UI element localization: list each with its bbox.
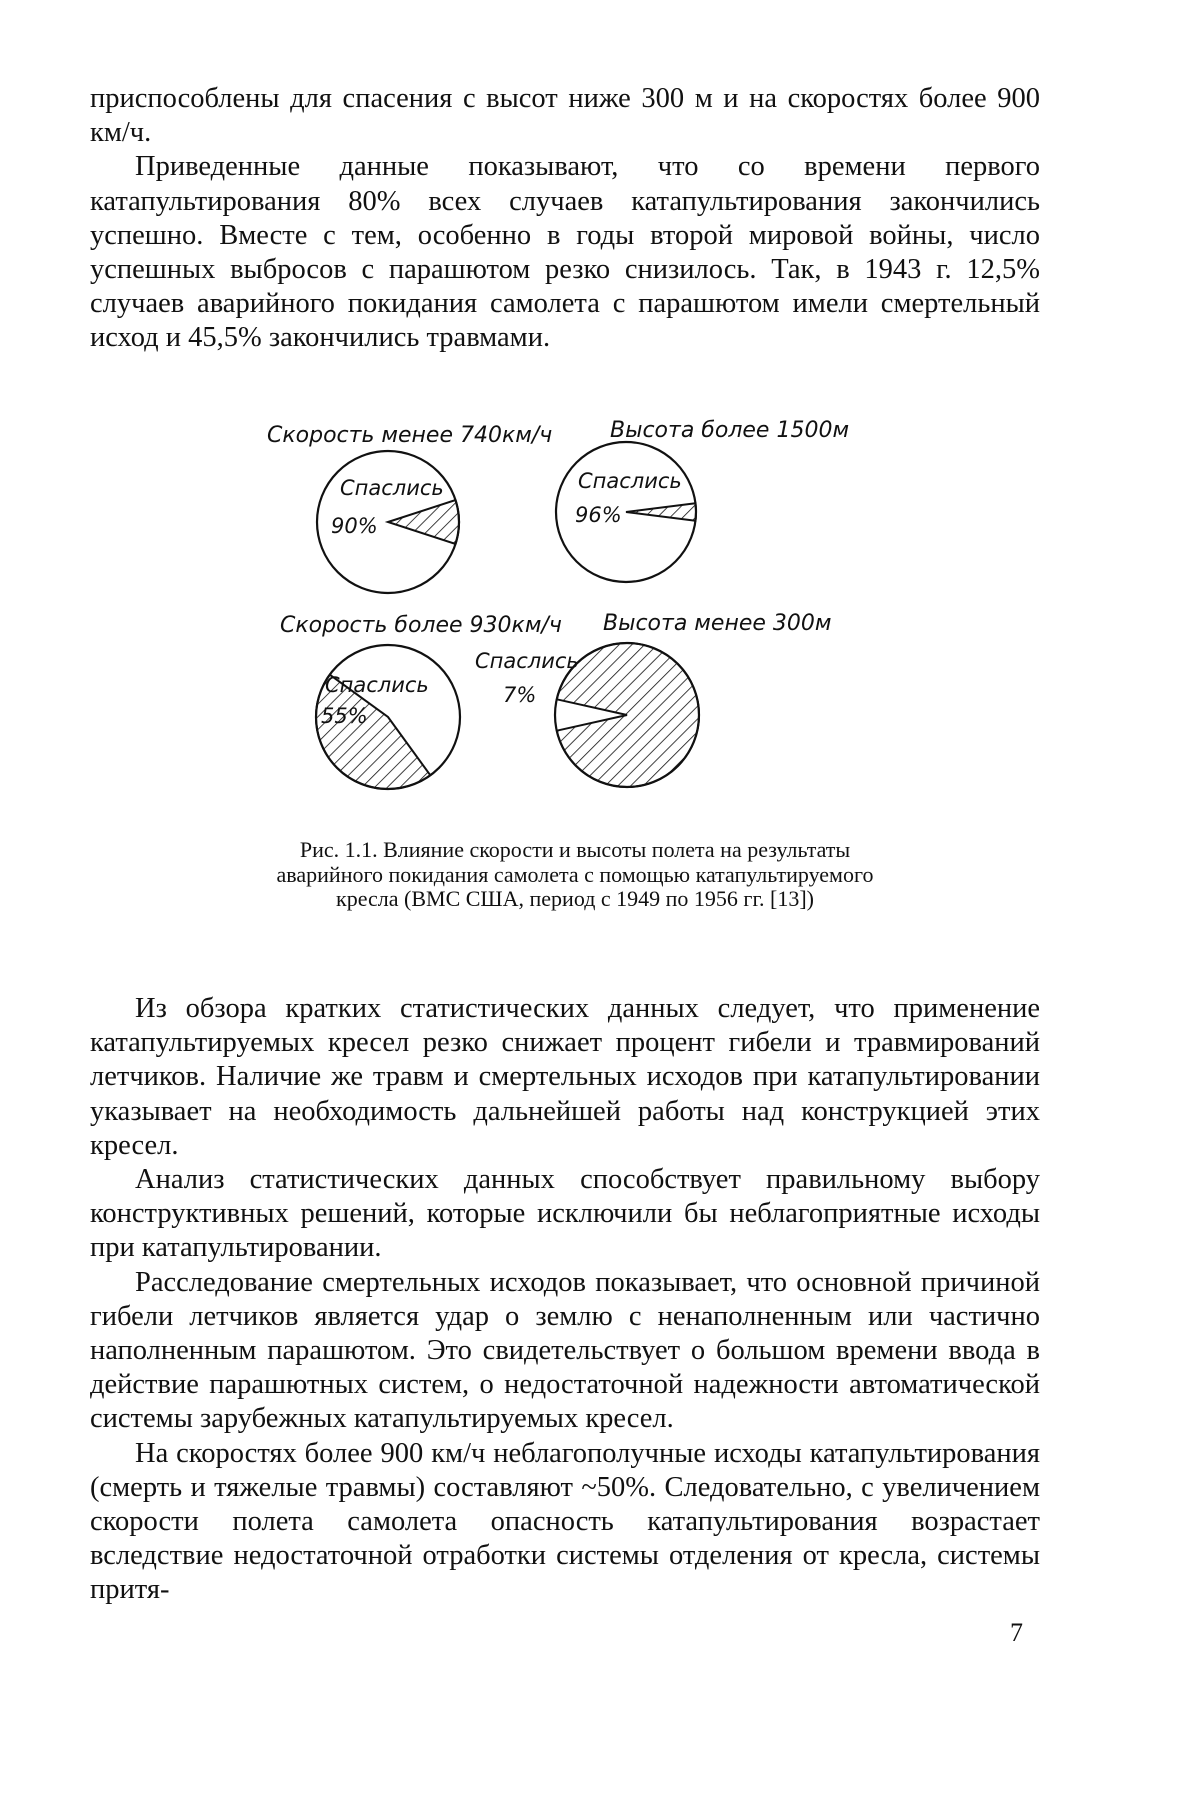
- pie-3-inner-label: Спаслись: [325, 673, 429, 697]
- pie-1-slice-not-saved: [388, 500, 459, 544]
- panel-4-label: Высота менее 300м: [603, 611, 832, 636]
- figure-caption: Рис. 1.1. Влияние скорости и высоты полета на результаты аварийного покидания самолета с помощью катапультируемого кресла (ВМС США, период с 1949 по 1956 гг. [13]): [276, 837, 874, 911]
- paragraph-investigation: Расследование смертельных исходов показывает, что основной причиной гибели летчиков является удар о землю с ненаполненным или частично наполненным парашютом. Это свидетельствует о большом времени ввода в действие парашютных систем, о недостаточной надежности автоматической системы зарубежных катапультируемых кресел.: [90, 1266, 1040, 1435]
- panel-1-label: Скорость менее 740км/ч: [267, 423, 553, 448]
- paragraph-continuation: приспособлены для спасения с высот ниже 300 м и на скоростях более 900 км/ч.: [90, 83, 1040, 149]
- text-block-top: [90, 82, 1040, 356]
- paragraph-conclusion: Из обзора кратких статистических данных следует, что применение катапультируемых кресел резко снижает процент гибели и травмирований летчиков. Наличие же травм и смертельных исходов при катапультировании указывает на необходимость дальнейшей работы над конструкцией этих кресел.: [90, 993, 1040, 1161]
- pie-1-inner-label: Спаслись: [340, 476, 444, 500]
- pie-2-inner-value: 96%: [575, 503, 622, 527]
- text-block-bottom: [90, 992, 1040, 1608]
- page-number: 7: [1010, 1618, 1023, 1647]
- paragraph-statistics: Приведенные данные показывают, что со времени первого катапультирования 80% всех случаев катапультирования закончились успешно. Вместе с тем, особенно в годы второй мировой войны, число успешных выбросов с парашютом резко снизилось. Так, в 1943 г. 12,5% случаев аварийного покидания самолета с парашютом имели смертельный исход и 45,5% закончились травмами.: [90, 151, 1040, 354]
- pie-charts-svg: [255, 410, 895, 810]
- panel-2-label: Высота более 1500м: [610, 418, 850, 443]
- pie-2-slice-not-saved: [626, 503, 696, 521]
- pie-4-inner-value: 7%: [503, 683, 537, 707]
- pie-2-inner-label: Спаслись: [578, 469, 682, 493]
- paragraph-high-speed: На скоростях более 900 км/ч неблагополучные исходы катапультирования (смерть и тяжелые травмы) составляют ~50%. Следовательно, с увеличением скорости полета самолета опасность катапультирования возрастает вследствие недостаточной отработки системы отделения от кресла, системы притя-: [90, 1437, 1040, 1606]
- paragraph-analysis: Анализ статистических данных способствует правильному выбору конструктивных решений, которые исключили бы неблагоприятные исходы при катапультировании.: [90, 1164, 1040, 1264]
- pie-4-inner-label: Спаслись: [475, 649, 579, 673]
- figure-pie-charts: [255, 410, 895, 810]
- panel-3-label: Скорость более 930км/ч: [280, 613, 562, 638]
- pie-1-inner-value: 90%: [331, 514, 378, 538]
- pie-3-inner-value: 55%: [321, 704, 368, 728]
